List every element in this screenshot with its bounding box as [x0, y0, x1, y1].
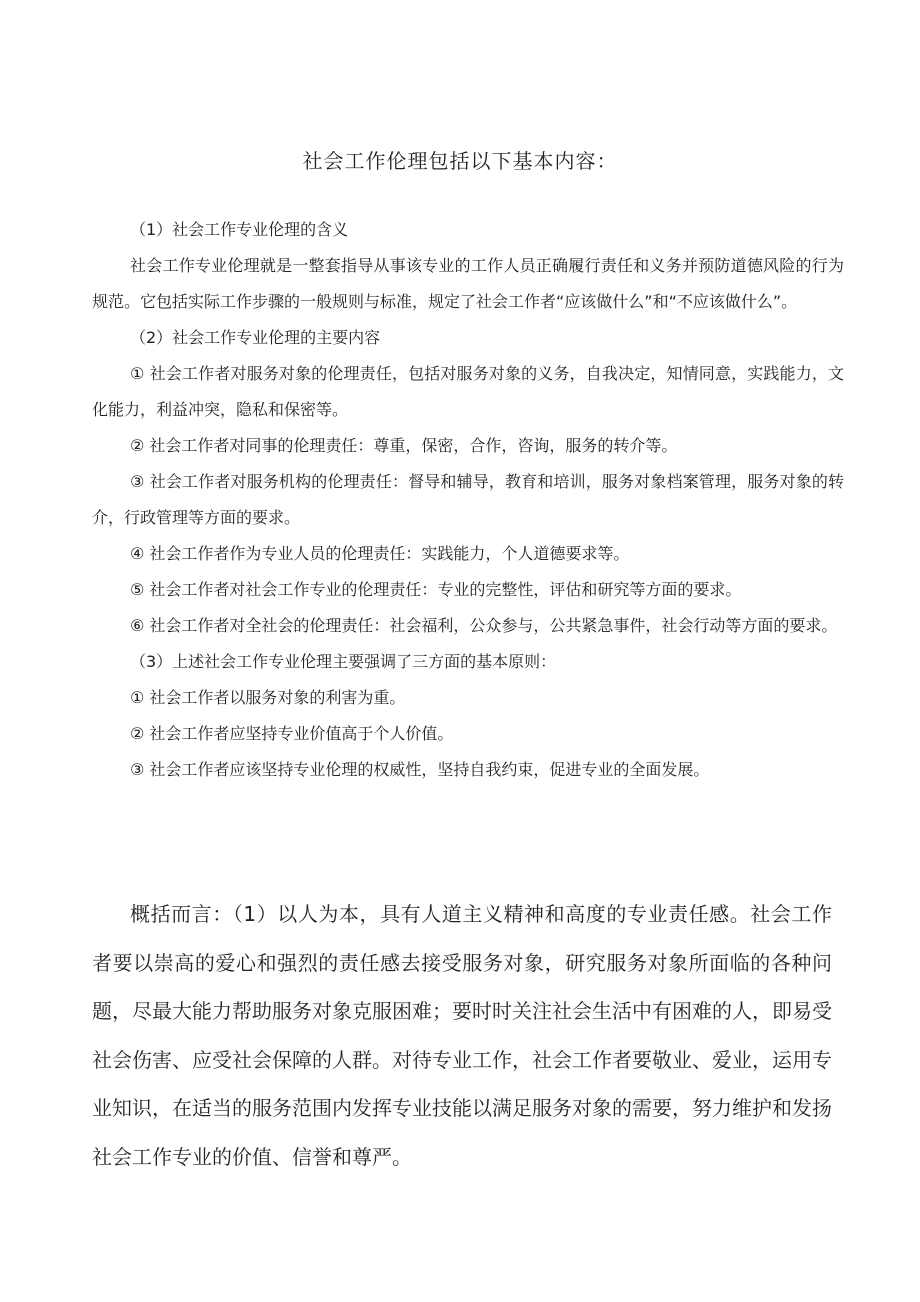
section-heading-2: （2）社会工作专业伦理的主要内容 [130, 328, 381, 347]
definition-paragraph: 社会工作专业伦理就是一整套指导从事该专业的工作人员正确履行责任和义务并预防道德风险的行为规范。它包括实际工作步骤的一般规则与标准，规定了社会工作者“应该做什么”和“不应该做什么”。 [92, 256, 844, 311]
list-item: ① 社会工作者对服务对象的伦理责任，包括对服务对象的义务，自我决定，知情同意，实践能力，文化能力，利益冲突，隐私和保密等。 [92, 364, 844, 419]
list-item: ④ 社会工作者作为专业人员的伦理责任：实践能力，个人道德要求等。 [130, 544, 630, 563]
list-item: ② 社会工作者应坚持专业价值高于个人价值。 [130, 724, 454, 743]
section-heading-1: （1）社会工作专业伦理的含义 [130, 220, 349, 239]
summary-paragraph: 概括而言：（1）以人为本，具有人道主义精神和高度的专业责任感。社会工作者要以崇高的爱心和强烈的责任感去接受服务对象，研究服务对象所面临的各种问题，尽最大能力帮助服务对象克服困难；要时时关注社会生活中有困难的人，即易受社会伤害、应受社会保障的人群。对待专业工作，社会工作者要敬业、爱业，运用专业知识，在适当的服务范围内发挥专业技能以满足服务对象的需要，努力维护和发扬社会工作专业的价值、信誉和尊严。 [92, 902, 832, 1169]
list-item: ③ 社会工作者应该坚持专业伦理的权威性，坚持自我约束，促进专业的全面发展。 [130, 760, 710, 779]
document-body [92, 212, 844, 788]
list-item: ⑥ 社会工作者对全社会的伦理责任：社会福利，公众参与，公共紧急事件，社会行动等方面的要求。 [130, 616, 838, 635]
list-item: ② 社会工作者对同事的伦理责任：尊重，保密，合作，咨询，服务的转介等。 [130, 436, 678, 455]
list-item: ③ 社会工作者对服务机构的伦理责任：督导和辅导，教育和培训，服务对象档案管理，服务对象的转介，行政管理等方面的要求。 [92, 472, 844, 527]
list-item: ① 社会工作者以服务对象的利害为重。 [130, 688, 406, 707]
list-item: ⑤ 社会工作者对社会工作专业的伦理责任：专业的完整性，评估和研究等方面的要求。 [130, 580, 742, 599]
section-heading-3: （3）上述社会工作专业伦理主要强调了三方面的基本原则： [130, 652, 557, 671]
document-title: 社会工作伦理包括以下基本内容： [302, 149, 618, 173]
